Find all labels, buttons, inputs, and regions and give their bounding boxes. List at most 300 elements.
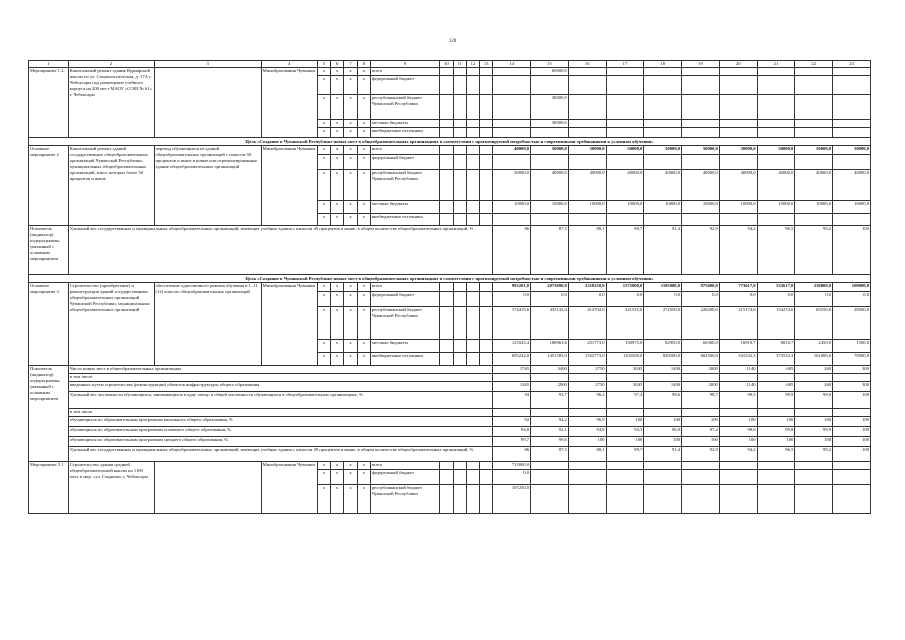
year-value: 16910,7 <box>719 340 757 353</box>
empty-cell <box>480 307 493 340</box>
indicator-value: 94,8 <box>493 427 531 437</box>
code-x: x <box>344 128 357 138</box>
year-value <box>719 214 757 226</box>
year-value <box>568 76 606 95</box>
empty-cell <box>480 462 493 470</box>
code-x: x <box>331 353 344 366</box>
year-value: 10000,0 <box>531 201 569 214</box>
empty-cell <box>453 128 466 138</box>
year-value <box>644 462 682 470</box>
indicator-label: Показатель (индикатор) подпрограммы, увязанный с основным мероприятием <box>29 226 69 275</box>
event-label: Основное мероприятие 2 <box>29 146 69 226</box>
year-value <box>682 470 720 485</box>
funding-source: всего <box>370 68 439 76</box>
code-x: x <box>317 76 330 95</box>
year-value <box>493 95 531 120</box>
empty-cell <box>440 146 453 155</box>
indicator-value <box>833 374 871 382</box>
year-value <box>531 214 569 226</box>
code-x: x <box>357 128 370 138</box>
indicator-value: 87,5 <box>531 226 569 275</box>
year-value: 1500,0 <box>833 340 871 353</box>
event-title: Капитальный ремонт зданий государственных общеобразовательных организаций Чувашской Республики, муниципальных общеобразовательных организаций, износ которых более 50 процентов и выше <box>68 146 154 226</box>
year-value: 174415,6 <box>493 307 531 340</box>
year-value: 0,0 <box>719 292 757 307</box>
code-x: x <box>344 462 357 470</box>
empty-cell <box>466 462 479 470</box>
year-value: 28500,0 <box>833 307 871 340</box>
code-x: x <box>357 170 370 201</box>
indicator-row <box>29 374 871 382</box>
indicator-value <box>682 374 720 382</box>
year-value <box>833 485 871 514</box>
year-value <box>833 128 871 138</box>
indicator-text: в том числе <box>68 409 493 417</box>
empty-cell <box>453 76 466 95</box>
budget-table <box>28 60 871 514</box>
column-number: 1 <box>29 61 69 68</box>
indicator-value <box>757 409 795 417</box>
year-value <box>682 68 720 76</box>
year-value: 373532,3 <box>757 353 795 366</box>
code-x: x <box>331 120 344 128</box>
empty-cell <box>480 146 493 155</box>
indicator-value <box>719 409 757 417</box>
indicator-value <box>682 409 720 417</box>
indicator-value: 300 <box>833 382 871 392</box>
indicator-value: 97,4 <box>682 427 720 437</box>
year-value: 0,0 <box>493 470 531 485</box>
year-value: 1102500,0 <box>606 353 644 366</box>
empty-cell <box>466 353 479 366</box>
year-value <box>833 155 871 170</box>
year-value <box>719 120 757 128</box>
indicator-value: 94,2 <box>719 226 757 275</box>
empty-cell <box>480 120 493 128</box>
funding-source: республиканский бюджет Чувашской Республики <box>370 170 439 201</box>
code-x: x <box>317 307 330 340</box>
indicator-row <box>29 226 871 275</box>
year-value: 186963,6 <box>531 340 569 353</box>
goal-text: Цель «Создание в Чувашской Республике новых мест в общеобразовательных организациях в соответствии с прогнозируемой потребностью и современными требованиями к условиям обучения» <box>29 138 871 146</box>
responsible-executor: Минобразования Чувашии <box>261 68 317 138</box>
funding-row <box>29 283 871 292</box>
year-value: 40000,0 <box>719 170 757 201</box>
indicator-value: 99,8 <box>757 427 795 437</box>
code-x: x <box>357 214 370 226</box>
code-x: x <box>357 353 370 366</box>
code-x: x <box>357 292 370 307</box>
empty-cell <box>480 283 493 292</box>
empty-cell <box>453 170 466 201</box>
code-x: x <box>331 68 344 76</box>
code-x: x <box>317 485 330 514</box>
indicator-value <box>719 374 757 382</box>
indicator-value: 100 <box>568 437 606 447</box>
code-x: x <box>344 201 357 214</box>
year-value <box>644 214 682 226</box>
year-value <box>606 76 644 95</box>
year-value: 713000,0 <box>493 462 531 470</box>
funding-source: федеральный бюджет <box>370 470 439 485</box>
indicator-value: 1765 <box>493 366 531 374</box>
code-x: x <box>357 485 370 514</box>
indicator-value: 100 <box>833 226 871 275</box>
indicator-value <box>606 409 644 417</box>
indicator-value <box>531 409 569 417</box>
year-value <box>795 462 833 470</box>
funding-source: республиканский бюджет Чувашской Республики <box>370 95 439 120</box>
year-value <box>644 485 682 514</box>
year-value: 40000,0 <box>757 170 795 201</box>
year-value: 2218258,0 <box>568 283 606 292</box>
indicator-value: 96,2 <box>568 392 606 409</box>
empty-cell <box>480 292 493 307</box>
funding-row <box>29 68 871 76</box>
event-goal: перевод обучающихся из зданий общеобразовательных организаций с износом 50 процентов и выше в новые или отремонтированные здания общеобразовательных организаций <box>154 146 261 226</box>
empty-cell <box>466 485 479 514</box>
year-value: 10000,0 <box>833 201 871 214</box>
empty-cell <box>480 170 493 201</box>
empty-cell <box>453 68 466 76</box>
year-value: 695242,0 <box>493 353 531 366</box>
code-x: x <box>331 462 344 470</box>
year-value <box>795 95 833 120</box>
indicator-value: 86 <box>493 226 531 275</box>
year-value <box>606 95 644 120</box>
year-value: 413702,0 <box>568 307 606 340</box>
empty-cell <box>440 68 453 76</box>
empty-cell <box>440 95 453 120</box>
column-number: 8 <box>357 61 370 68</box>
indicator-value: 3045 <box>606 366 644 374</box>
year-value: 50000,0 <box>833 146 871 155</box>
indicator-value: 100 <box>833 447 871 462</box>
year-value: 8810,7 <box>757 340 795 353</box>
indicator-value: 100 <box>644 437 682 447</box>
empty-cell <box>453 146 466 155</box>
empty-cell <box>440 170 453 201</box>
indicator-value: 260 <box>795 366 833 374</box>
year-value: 10000,0 <box>568 201 606 214</box>
empty-cell <box>466 68 479 76</box>
indicator-value: 100 <box>757 417 795 427</box>
column-number: 19 <box>682 61 720 68</box>
year-value: 40000,0 <box>682 170 720 201</box>
responsible-executor: Минобразования Чувашии <box>261 462 317 514</box>
code-x: x <box>344 307 357 340</box>
indicator-row <box>29 409 871 417</box>
year-value: 1552773,0 <box>568 353 606 366</box>
code-x: x <box>344 485 357 514</box>
goal-text: Цель «Создание в Чувашской Республике новых мест в общеобразовательных организациях в соответствии с прогнозируемой потребностью и современными требованиями к условиям обучения» <box>29 275 871 283</box>
indicator-value <box>568 409 606 417</box>
empty-cell <box>440 340 453 353</box>
year-value: 226200,0 <box>682 307 720 340</box>
indicator-value: 3045 <box>606 382 644 392</box>
indicator-value: 97,4 <box>606 392 644 409</box>
empty-cell <box>440 155 453 170</box>
code-x: x <box>344 68 357 76</box>
column-number: 10 <box>440 61 453 68</box>
indicator-value: 96,5 <box>757 447 795 462</box>
year-value: 975000,0 <box>682 283 720 292</box>
year-value: 0,0 <box>568 292 606 307</box>
event-label: Мероприятие 3.1 <box>29 462 69 514</box>
indicator-value: 88,1 <box>568 226 606 275</box>
year-value: 150975,0 <box>606 340 644 353</box>
year-value <box>719 76 757 95</box>
year-value <box>606 128 644 138</box>
year-value <box>493 155 531 170</box>
code-x: x <box>317 283 330 292</box>
code-x: x <box>331 170 344 201</box>
funding-source: федеральный бюджет <box>370 292 439 307</box>
year-value: 435143,4 <box>531 307 569 340</box>
code-x: x <box>331 155 344 170</box>
event-label: Мероприятие 1.2. <box>29 68 69 138</box>
year-value: 50000,0 <box>682 146 720 155</box>
empty-cell <box>440 120 453 128</box>
empty-cell <box>440 485 453 514</box>
indicator-value: 99,9 <box>795 392 833 409</box>
indicator-value <box>493 409 531 417</box>
code-x: x <box>357 155 370 170</box>
code-x: x <box>357 68 370 76</box>
indicator-value <box>493 374 531 382</box>
year-value: 993201,0 <box>493 283 531 292</box>
year-value <box>833 95 871 120</box>
indicator-row <box>29 427 871 437</box>
funding-source: внебюджетные источники <box>370 214 439 226</box>
column-number: 7 <box>344 61 357 68</box>
year-value <box>757 485 795 514</box>
year-value <box>833 120 871 128</box>
indicator-value: 100 <box>833 392 871 409</box>
indicator-row <box>29 417 871 427</box>
year-value: 100000,0 <box>833 283 871 292</box>
column-number: 14 <box>493 61 531 68</box>
event-label: Основное мероприятие 3 <box>29 283 69 366</box>
column-number: 21 <box>757 61 795 68</box>
indicator-value: 99,7 <box>493 437 531 447</box>
indicator-value: 96,5 <box>757 226 795 275</box>
year-value <box>795 76 833 95</box>
year-value: 272550,0 <box>644 307 682 340</box>
year-value <box>493 68 531 76</box>
year-value: 10000,0 <box>719 201 757 214</box>
empty-cell <box>466 283 479 292</box>
empty-cell <box>480 485 493 514</box>
indicator-text: Удельный вес государственных и муниципальных общеобразовательных организаций, имеющих учебные здания с износом 49 процентов и выше, в общем количестве общеобразовательных организаций, % <box>68 447 493 462</box>
empty-cell <box>466 155 479 170</box>
empty-cell <box>440 76 453 95</box>
indicator-value: 96,9 <box>644 427 682 437</box>
code-x: x <box>317 462 330 470</box>
year-value <box>719 470 757 485</box>
indicator-value: 88,1 <box>568 447 606 462</box>
year-value: 829500,0 <box>644 353 682 366</box>
year-value <box>682 128 720 138</box>
code-x: x <box>317 292 330 307</box>
year-value <box>795 128 833 138</box>
year-value: 0,0 <box>606 292 644 307</box>
empty-cell <box>453 283 466 292</box>
empty-cell <box>440 462 453 470</box>
indicator-value <box>644 409 682 417</box>
page-number: 120 <box>448 39 457 44</box>
code-x: x <box>357 283 370 292</box>
column-number: 4 <box>261 61 317 68</box>
empty-cell <box>453 292 466 307</box>
year-value: 40000,0 <box>568 170 606 201</box>
indicator-text: Удельный вес государственных и муниципальных общеобразовательных организаций, имеющих учебные здания с износом 49 процентов и выше, в общем количестве общеобразовательных организаций, % <box>68 226 493 275</box>
event-title: Капитальный ремонт здания Вурнарской школы по ул. Социалистическая, д. 17А г. Чебоксары под размещение учебного корпуса на 200 мест МАОУ «СОШ № 61» г. Чебоксары <box>68 68 154 138</box>
indicator-value: 2000 <box>682 366 720 374</box>
empty-cell <box>453 95 466 120</box>
year-value <box>795 155 833 170</box>
indicator-value: 91,4 <box>644 226 682 275</box>
empty-cell <box>480 470 493 485</box>
year-value <box>644 120 682 128</box>
year-value <box>833 214 871 226</box>
indicator-value: 92 <box>493 417 531 427</box>
year-value: 60000,0 <box>531 68 569 76</box>
code-x: x <box>317 68 330 76</box>
indicator-value: 100 <box>682 417 720 427</box>
year-value <box>606 214 644 226</box>
code-x: x <box>331 146 344 155</box>
empty-cell <box>466 201 479 214</box>
indicator-value: 89,7 <box>606 226 644 275</box>
code-x: x <box>344 155 357 170</box>
year-value <box>719 155 757 170</box>
year-value <box>531 128 569 138</box>
code-x: x <box>344 95 357 120</box>
year-value: 533617,0 <box>757 283 795 292</box>
empty-cell <box>466 120 479 128</box>
year-value: 40000,0 <box>493 146 531 155</box>
funding-row <box>29 146 871 155</box>
year-value: 50000,0 <box>568 146 606 155</box>
empty-cell <box>480 214 493 226</box>
indicator-value: 2900 <box>531 382 569 392</box>
empty-cell <box>466 128 479 138</box>
year-value: 682500,0 <box>682 353 720 366</box>
year-value <box>531 485 569 514</box>
empty-cell <box>453 120 466 128</box>
indicator-value: 98,7 <box>682 392 720 409</box>
year-value: 50000,0 <box>531 146 569 155</box>
year-value <box>568 155 606 170</box>
column-number: 18 <box>644 61 682 68</box>
indicator-value <box>833 409 871 417</box>
column-number: 22 <box>795 61 833 68</box>
year-value: 541532,3 <box>719 353 757 366</box>
funding-source: местные бюджеты <box>370 340 439 353</box>
indicator-text: Удельный вес численности обучающихся, занимающихся в одну смену, в общей численности обучающихся в общеобразовательных организациях, % <box>68 392 493 409</box>
year-value: 66300,0 <box>682 340 720 353</box>
column-number: 2 <box>68 61 154 68</box>
indicator-value: 87,5 <box>531 447 569 462</box>
empty-cell <box>466 470 479 485</box>
funding-row <box>29 462 871 470</box>
year-value: 40000,0 <box>795 170 833 201</box>
indicator-value <box>531 374 569 382</box>
indicator-value: 99,2 <box>795 447 833 462</box>
code-x: x <box>344 146 357 155</box>
year-value <box>757 462 795 470</box>
year-value <box>531 155 569 170</box>
year-value <box>833 76 871 95</box>
year-value <box>833 68 871 76</box>
indicator-value: 92,9 <box>682 226 720 275</box>
code-x: x <box>317 470 330 485</box>
year-value: 50000,0 <box>757 146 795 155</box>
code-x: x <box>344 214 357 226</box>
indicator-value: 94,2 <box>719 447 757 462</box>
year-value <box>568 462 606 470</box>
year-value: 10000,0 <box>682 201 720 214</box>
indicator-value: 86 <box>493 447 531 462</box>
indicator-value: 98,6 <box>644 392 682 409</box>
funding-source: всего <box>370 462 439 470</box>
empty-cell <box>466 292 479 307</box>
code-x: x <box>331 128 344 138</box>
indicator-value: 100 <box>606 437 644 447</box>
code-x: x <box>331 76 344 95</box>
year-value <box>606 120 644 128</box>
indicator-value: 2000 <box>682 382 720 392</box>
year-value <box>833 470 871 485</box>
indicator-value: 685 <box>757 382 795 392</box>
indicator-value: 89,7 <box>606 447 644 462</box>
code-x: x <box>317 353 330 366</box>
indicator-label: Показатель (индикатор) подпрограммы, увязанный с основным мероприятием <box>29 366 69 462</box>
indicator-value: 99,6 <box>531 437 569 447</box>
year-value <box>682 214 720 226</box>
code-x: x <box>331 307 344 340</box>
column-number: 13 <box>480 61 493 68</box>
year-value <box>757 155 795 170</box>
indicator-value <box>644 374 682 382</box>
code-x: x <box>331 214 344 226</box>
indicator-value: 300 <box>833 366 871 374</box>
year-value <box>682 95 720 120</box>
column-number: 20 <box>719 61 757 68</box>
year-value: 321525,0 <box>606 307 644 340</box>
year-value: 215174,6 <box>719 307 757 340</box>
year-value: 0,0 <box>795 292 833 307</box>
responsible-executor: Минобразования Чувашии <box>261 283 317 366</box>
year-value <box>531 76 569 95</box>
year-value: 10000,0 <box>757 201 795 214</box>
year-value: 0,0 <box>757 292 795 307</box>
year-value: 0,0 <box>682 292 720 307</box>
year-value: 1451583,0 <box>531 353 569 366</box>
empty-cell <box>453 485 466 514</box>
year-value <box>757 470 795 485</box>
indicator-value: 3400 <box>531 366 569 374</box>
funding-source: внебюджетные источники <box>370 128 439 138</box>
indicator-value: 96,9 <box>568 417 606 427</box>
indicator-value: 98,6 <box>719 427 757 437</box>
code-x: x <box>344 353 357 366</box>
indicator-value: 100 <box>833 437 871 447</box>
indicator-value <box>606 374 644 382</box>
year-value <box>644 76 682 95</box>
year-value: 50000,0 <box>606 146 644 155</box>
